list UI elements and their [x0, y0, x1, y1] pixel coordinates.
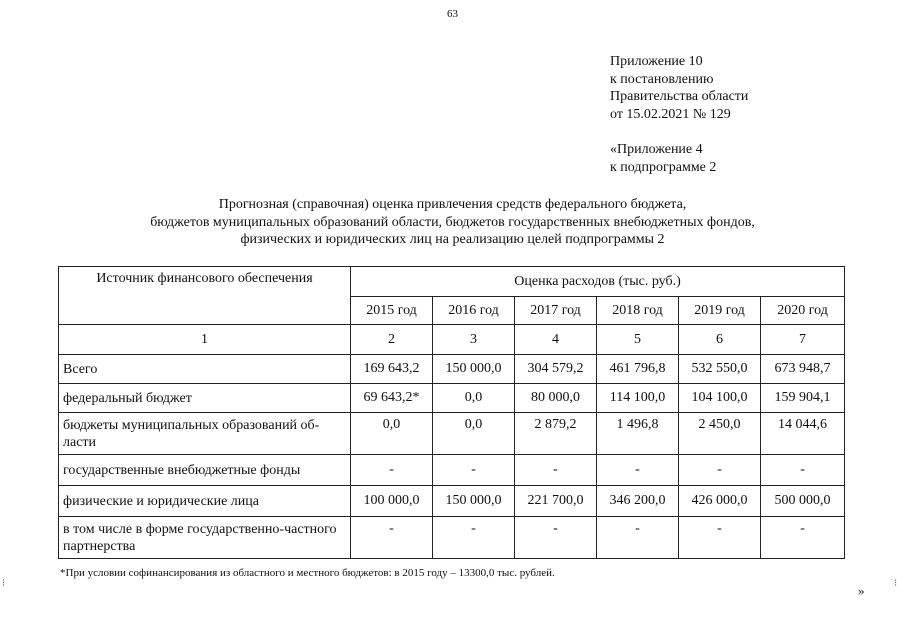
appendix-line-1: Приложение 10 [610, 54, 703, 69]
appendix-line-4: от 15.02.2021 № 129 [610, 106, 731, 122]
table-cell: 346 200,0 [597, 486, 679, 517]
table-cell: 532 550,0 [679, 355, 761, 384]
table-cell: 426 000,0 [679, 486, 761, 517]
table-cell: 0,0 [351, 413, 433, 455]
table-cell: 150 000,0 [433, 486, 515, 517]
table-cell: 104 100,0 [679, 384, 761, 413]
table-cell: - [515, 455, 597, 486]
table-cell: 1 496,8 [597, 413, 679, 455]
appendix-spacer [610, 123, 748, 141]
appendix-line-2: к постановлению [610, 71, 714, 87]
row-label: Всего [59, 355, 351, 384]
table-cell: 80 000,0 [515, 384, 597, 413]
table-row [59, 517, 845, 559]
appendix-line-6: к подпрограмме 2 [610, 159, 717, 175]
year-header: 2018 год [597, 297, 679, 325]
row-label: государственные внебюджетные фонды [59, 455, 351, 486]
table-cell: 159 904,1 [761, 384, 845, 413]
table-cell: - [515, 517, 597, 559]
table-cell: - [597, 455, 679, 486]
column-number: 1 [59, 325, 351, 355]
row-label: физические и юридические лица [59, 486, 351, 517]
year-header: 2020 год [761, 297, 845, 325]
table-cell: 69 643,2* [351, 384, 433, 413]
column-number: 4 [515, 325, 597, 355]
table-cell: 0,0 [433, 413, 515, 455]
table-row [59, 413, 845, 455]
column-number: 7 [761, 325, 845, 355]
footnote: *При условии софинансирования из областного и местного бюджетов: в 2015 году – 13300,0 тыс. рублей. [60, 567, 555, 579]
table-cell: 673 948,7 [761, 355, 845, 384]
table-cell: 500 000,0 [761, 486, 845, 517]
right-edge-mark: ⁝ [894, 578, 898, 589]
closing-quote: » [858, 583, 865, 598]
table-cell: 221 700,0 [515, 486, 597, 517]
financing-table [58, 266, 845, 559]
title-line-3: физических и юридических лиц на реализацию целей подпрограммы 2 [240, 232, 665, 247]
table-cell: 169 643,2 [351, 355, 433, 384]
column-number: 3 [433, 325, 515, 355]
column-number: 2 [351, 325, 433, 355]
table-cell: - [761, 455, 845, 486]
table-cell: - [761, 517, 845, 559]
table-cell: - [351, 455, 433, 486]
appendix-reference [610, 53, 748, 176]
column-number: 6 [679, 325, 761, 355]
title-line-2: бюджетов муниципальных образований области, бюджетов государственных внебюджетных фондов, [150, 214, 755, 230]
expenses-group-header: Оценка расходов (тыс. руб.) [351, 267, 845, 297]
year-header: 2017 год [515, 297, 597, 325]
row-label: федеральный бюджет [59, 384, 351, 413]
table-cell: 0,0 [433, 384, 515, 413]
year-header: 2016 год [433, 297, 515, 325]
table-cell: - [433, 455, 515, 486]
row-label: бюджеты муниципальных образований об-ласти [59, 413, 351, 455]
table-row [59, 355, 845, 384]
left-edge-mark: ⁝ [2, 578, 6, 589]
table-cell: - [597, 517, 679, 559]
year-header: 2015 год [351, 297, 433, 325]
table-row [59, 455, 845, 486]
table-cell: 2 879,2 [515, 413, 597, 455]
row-label: в том числе в форме государственно-частного партнерства [59, 517, 351, 559]
table-cell: 150 000,0 [433, 355, 515, 384]
table-row [59, 384, 845, 413]
table-cell: 2 450,0 [679, 413, 761, 455]
appendix-line-5: «Приложение 4 [610, 142, 703, 157]
table-cell: 14 044,6 [761, 413, 845, 455]
table-cell: 304 579,2 [515, 355, 597, 384]
column-number: 5 [597, 325, 679, 355]
table-cell: - [351, 517, 433, 559]
table-cell: - [433, 517, 515, 559]
table-cell: 461 796,8 [597, 355, 679, 384]
table-cell: - [679, 455, 761, 486]
year-header: 2019 год [679, 297, 761, 325]
table-header-row [59, 267, 845, 297]
page-number: 63 [447, 8, 458, 20]
title-line-1: Прогнозная (справочная) оценка привлечения средств федерального бюджета, [218, 197, 687, 212]
column-number-row [59, 325, 845, 355]
table-row [59, 486, 845, 517]
table-cell: - [679, 517, 761, 559]
document-title [60, 196, 845, 249]
source-header: Источник финансового обеспечения [59, 267, 351, 325]
table-cell: 114 100,0 [597, 384, 679, 413]
table-cell: 100 000,0 [351, 486, 433, 517]
appendix-line-3: Правительства области [610, 89, 749, 104]
